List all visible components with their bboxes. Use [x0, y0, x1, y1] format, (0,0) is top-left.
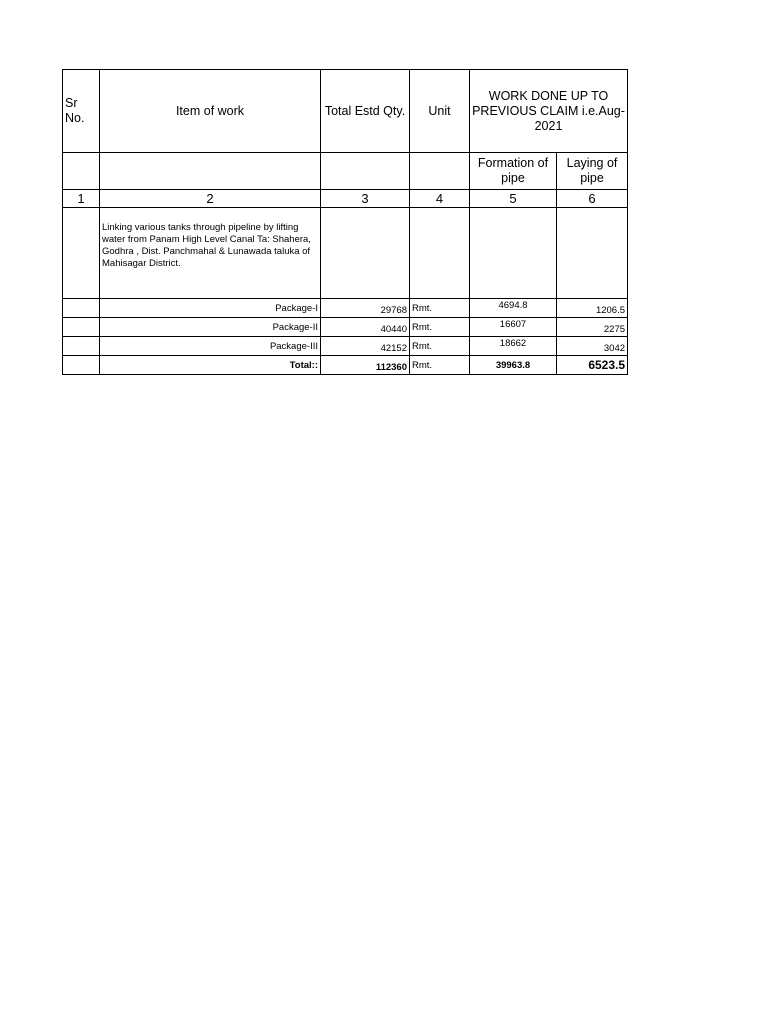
unit-cell[interactable]: Rmt. [410, 337, 470, 356]
formation-cell[interactable]: 18662 [470, 337, 557, 356]
worksheet [62, 69, 628, 375]
sr-no-header[interactable]: Sr No. [63, 70, 100, 153]
total-laying[interactable]: 6523.5 [557, 356, 628, 375]
empty-cell[interactable] [63, 208, 100, 299]
work-done-header[interactable]: WORK DONE UP TO PREVIOUS CLAIM i.e.Aug-2021 [470, 70, 628, 153]
empty-cell[interactable] [410, 208, 470, 299]
empty-cell[interactable] [100, 153, 321, 190]
column-number[interactable]: 5 [470, 190, 557, 208]
column-number[interactable]: 2 [100, 190, 321, 208]
work-description[interactable]: Linking various tanks through pipeline by lifting water from Panam High Level Canal Ta: Shahera, Godhra , Dist. Panchmahal & Lunawada taluka of Mahisagar District. [100, 208, 321, 299]
table-row [63, 299, 628, 318]
package-name[interactable]: Package-II [100, 318, 321, 337]
total-label[interactable]: Total:: [100, 356, 321, 375]
empty-cell[interactable] [63, 337, 100, 356]
empty-cell[interactable] [63, 318, 100, 337]
qty-cell[interactable]: 40440 [321, 318, 410, 337]
empty-cell[interactable] [63, 356, 100, 375]
total-unit[interactable]: Rmt. [410, 356, 470, 375]
package-name[interactable]: Package-I [100, 299, 321, 318]
total-qty[interactable]: 112360 [321, 356, 410, 375]
qty-cell[interactable]: 29768 [321, 299, 410, 318]
column-number-row [63, 190, 628, 208]
empty-cell[interactable] [470, 208, 557, 299]
column-number[interactable]: 4 [410, 190, 470, 208]
column-number[interactable]: 1 [63, 190, 100, 208]
empty-cell[interactable] [63, 153, 100, 190]
formation-cell[interactable]: 4694.8 [470, 299, 557, 318]
total-row [63, 356, 628, 375]
formation-of-pipe-header[interactable]: Formation of pipe [470, 153, 557, 190]
total-formation[interactable]: 39963.8 [470, 356, 557, 375]
work-done-table [62, 69, 628, 375]
total-estd-qty-header[interactable]: Total Estd Qty. [321, 70, 410, 153]
empty-cell[interactable] [63, 299, 100, 318]
laying-cell[interactable]: 2275 [557, 318, 628, 337]
subheader-row [63, 153, 628, 190]
unit-header[interactable]: Unit [410, 70, 470, 153]
empty-cell[interactable] [321, 208, 410, 299]
laying-cell[interactable]: 1206.5 [557, 299, 628, 318]
empty-cell[interactable] [321, 153, 410, 190]
item-of-work-header[interactable]: Item of work [100, 70, 321, 153]
column-number[interactable]: 3 [321, 190, 410, 208]
package-name[interactable]: Package-III [100, 337, 321, 356]
header-row [63, 70, 628, 153]
formation-cell[interactable]: 16607 [470, 318, 557, 337]
qty-cell[interactable]: 42152 [321, 337, 410, 356]
description-row [63, 208, 628, 299]
empty-cell[interactable] [410, 153, 470, 190]
table-row [63, 318, 628, 337]
laying-of-pipe-header[interactable]: Laying of pipe [557, 153, 628, 190]
column-number[interactable]: 6 [557, 190, 628, 208]
unit-cell[interactable]: Rmt. [410, 299, 470, 318]
unit-cell[interactable]: Rmt. [410, 318, 470, 337]
empty-cell[interactable] [557, 208, 628, 299]
laying-cell[interactable]: 3042 [557, 337, 628, 356]
table-row [63, 337, 628, 356]
